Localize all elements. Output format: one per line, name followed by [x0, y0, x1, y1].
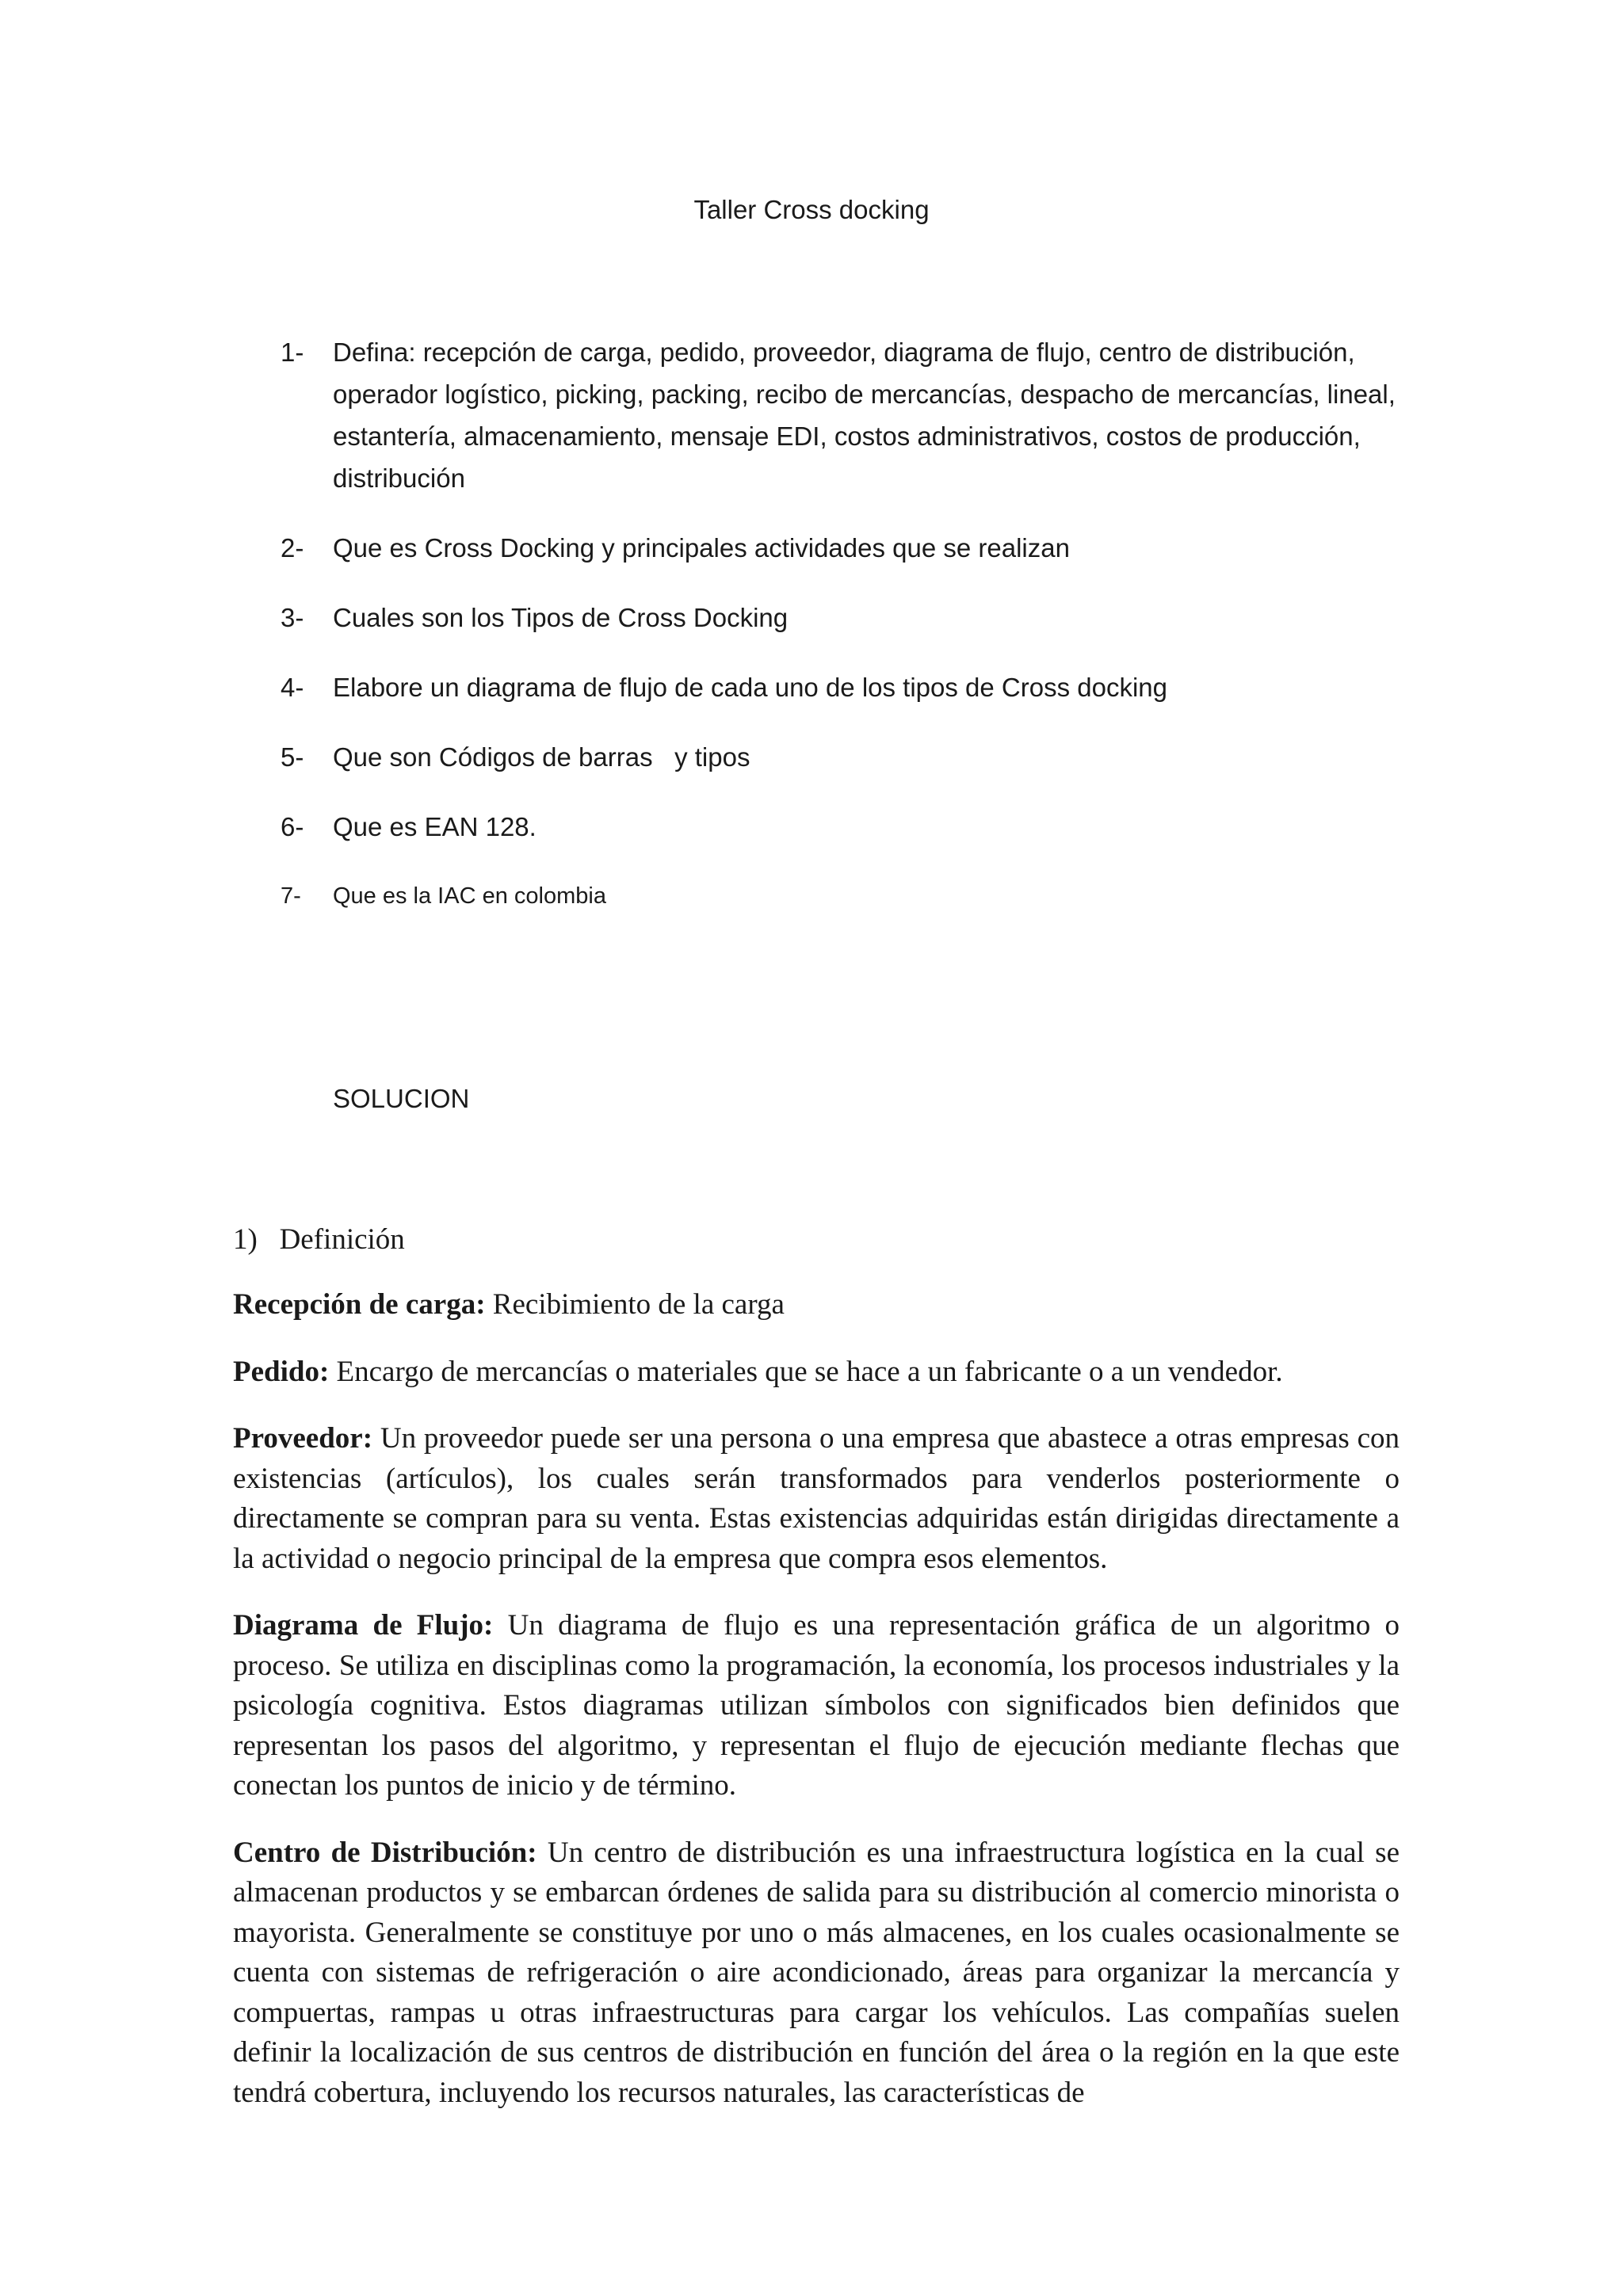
definition-term: Pedido:	[233, 1355, 330, 1388]
definition-text: Un diagrama de flujo es una representación gráfica de un algoritmo o proceso. Se utiliza en disciplinas como la programación, la economía, los procesos industriales y la psicología cognitiva. Estos diagramas utilizan símbolos con significados bien definidos que representan los pasos del algoritmo, y representan el flujo de ejecución mediante flechas que conectan los puntos de inicio y de término.	[233, 1609, 1400, 1802]
question-number: 7-	[281, 883, 301, 909]
question-item	[281, 736, 1406, 778]
definition-text: Recibimiento de la carga	[485, 1288, 785, 1321]
question-text: Que son Códigos de barras y tipos	[333, 742, 750, 772]
question-text: Defina: recepción de carga, pedido, proveedor, diagrama de flujo, centro de distribución, operador logístico, picking, packing, recibo de mercancías, despacho de mercancías, lineal, estantería, almacenamiento, mensaje EDI, costos administrativos, costos de producción, distribución	[333, 338, 1396, 493]
question-text: Cuales son los Tipos de Cross Docking	[333, 603, 789, 632]
definitions-heading: 1) Definición	[233, 1223, 405, 1256]
question-text: Que es Cross Docking y principales actividades que se realizan	[333, 533, 1070, 563]
question-item	[281, 666, 1406, 708]
definition-paragraph	[233, 1833, 1400, 2114]
definition-paragraph	[233, 1419, 1400, 1579]
definition-text: Un centro de distribución es una infraestructura logística en la cual se almacenan productos y se embarcan órdenes de salida para su distribución al comercio minorista o mayorista. Generalmente se constituye por uno o más almacenes, en los cuales ocasionalmente se cuenta con sistemas de refrigeración o aire acondicionado, áreas para organizar la mercancía y compuertas, rampas u otras infraestructuras para cargar los vehículos. Las compañías suelen definir la localización de sus centros de distribución en función del área o la región en la que este tendrá cobertura, incluyendo los recursos naturales, las características de	[233, 1836, 1400, 2109]
definition-term: Diagrama de Flujo:	[233, 1609, 494, 1642]
definition-paragraph	[233, 1606, 1400, 1806]
definition-text: Encargo de mercancías o materiales que se hace a un fabricante o a un vendedor.	[329, 1355, 1283, 1388]
question-item	[281, 875, 1406, 917]
definition-paragraph	[233, 1285, 1400, 1325]
definitions-section	[233, 1285, 1400, 2140]
question-number: 1-	[281, 338, 304, 367]
question-number: 5-	[281, 742, 304, 772]
question-item	[281, 597, 1406, 639]
question-text: Que es EAN 128.	[333, 812, 537, 841]
question-item	[281, 806, 1406, 848]
definition-term: Recepción de carga:	[233, 1288, 486, 1321]
question-number: 6-	[281, 812, 304, 841]
question-text: Elabore un diagrama de flujo de cada uno de los tipos de Cross docking	[333, 673, 1168, 702]
question-number: 2-	[281, 533, 304, 563]
question-number: 3-	[281, 603, 304, 632]
page-title: Taller Cross docking	[693, 195, 930, 224]
question-list	[281, 331, 1406, 945]
question-item	[281, 331, 1406, 499]
definition-paragraph	[233, 1352, 1400, 1393]
question-text: Que es la IAC en colombia	[333, 883, 606, 909]
definition-term: Centro de Distribución:	[233, 1836, 537, 1869]
definition-text: Un proveedor puede ser una persona o una empresa que abastece a otras empresas con existencias (artículos), los cuales serán transformados para venderlos posteriormente o directamente se compran para su venta. Estas existencias adquiridas están dirigidas directamente a la actividad o negocio principal de la empresa que compra esos elementos.	[233, 1422, 1400, 1575]
question-number: 4-	[281, 673, 304, 702]
definition-term: Proveedor:	[233, 1422, 373, 1455]
question-item	[281, 527, 1406, 569]
solution-label: SOLUCION	[333, 1084, 470, 1113]
